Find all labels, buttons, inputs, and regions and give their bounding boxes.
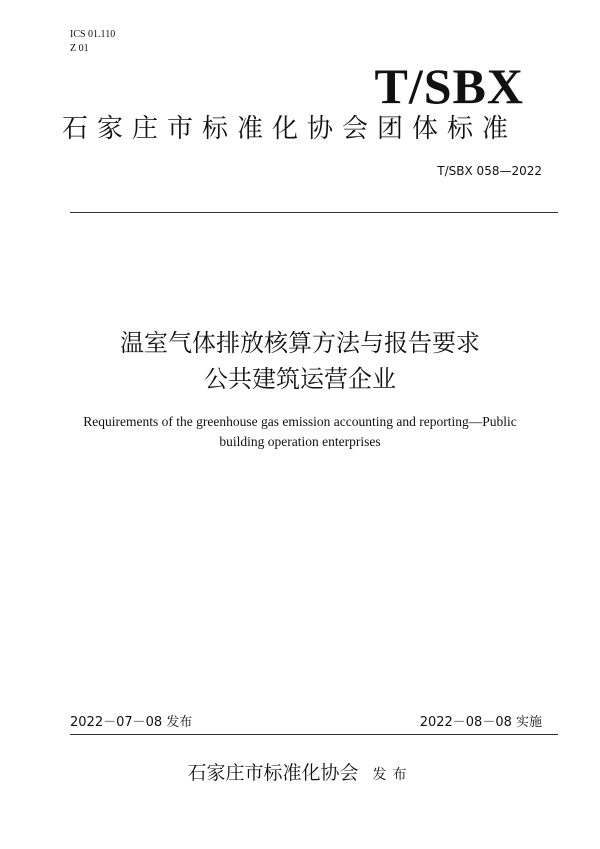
english-title-line-1: Requirements of the greenhouse gas emission accounting and reporting—Public <box>83 414 517 429</box>
chinese-title-line-2: 公共建筑运营企业 <box>204 365 396 393</box>
english-title-line-2: building operation enterprises <box>219 434 381 449</box>
publisher-name: 石家庄市标准化协会 <box>187 762 359 784</box>
issue-date: 2022－07－08 发布 <box>70 715 193 730</box>
standard-logo: T/SBX <box>374 58 524 114</box>
publisher-suffix: 发布 <box>372 767 413 783</box>
organization-standard-title: 石家庄市标准化协会团体标准 <box>62 114 518 144</box>
standard-number: T/SBX 058—2022 <box>437 164 542 178</box>
ics-code: ICS 01.110 <box>70 29 116 40</box>
ccs-code: Z 01 <box>70 43 89 54</box>
publisher-line <box>0 760 600 788</box>
english-title <box>60 412 540 452</box>
chinese-title-line-1: 温室气体排放核算方法与报告要求 <box>120 329 480 357</box>
header-divider <box>70 212 558 213</box>
footer-divider <box>70 734 558 735</box>
implementation-date: 2022－08－08 实施 <box>419 715 542 730</box>
classification-codes <box>70 28 115 56</box>
